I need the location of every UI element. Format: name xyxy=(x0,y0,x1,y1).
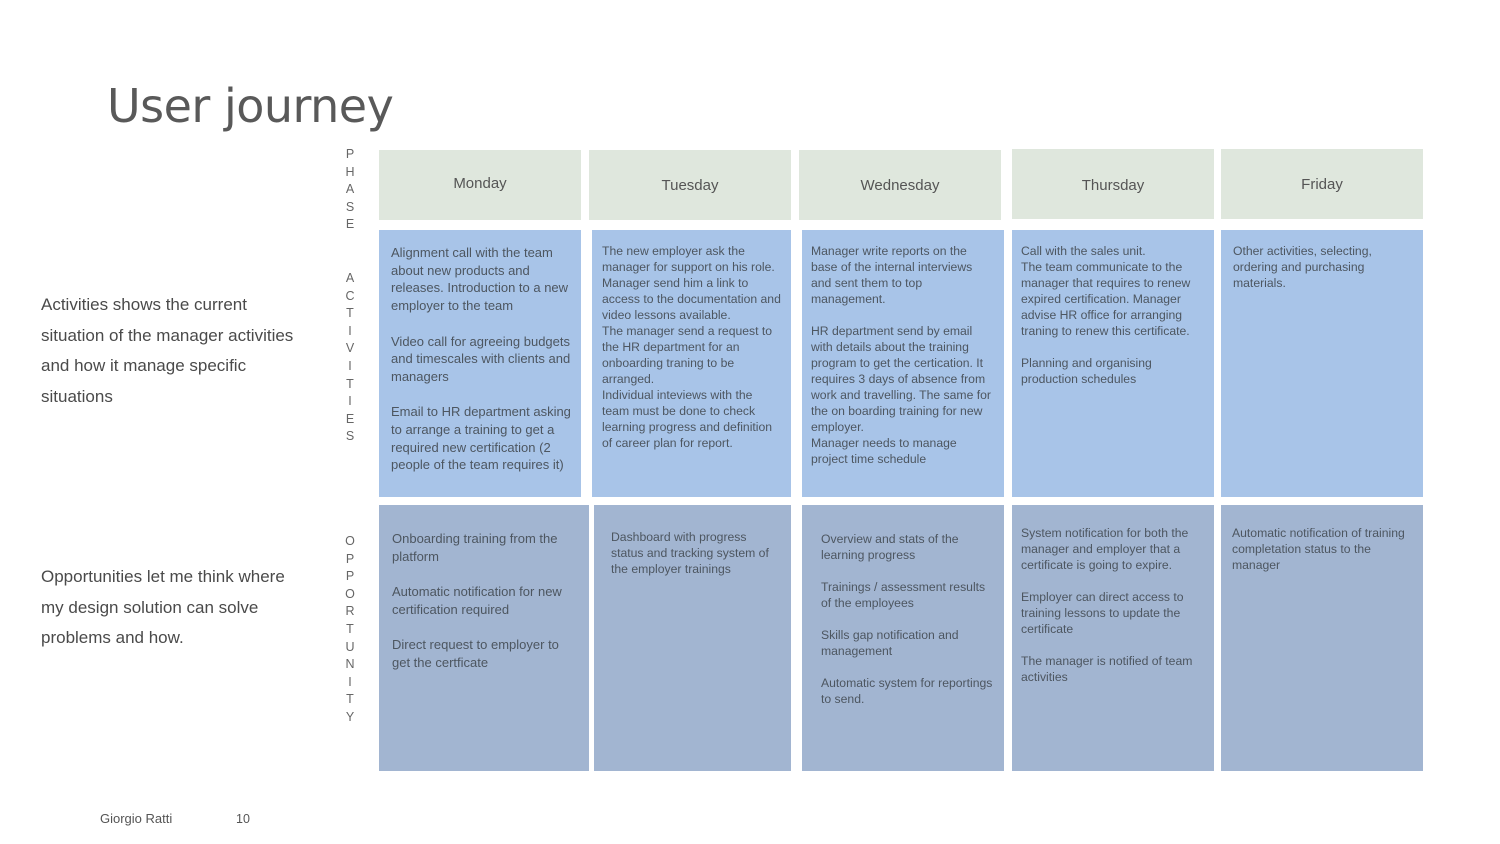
opportunity-text: Onboarding training from the platform Automatic notification for new certification required Direct request to employer to get the certficate xyxy=(392,531,562,670)
phase-friday: Friday xyxy=(1221,149,1423,219)
phase-monday: Monday xyxy=(379,150,581,220)
activities-text: Other activities, selecting, ordering and purchasing materials. xyxy=(1233,244,1372,290)
activities-cell-wednesday xyxy=(802,230,1004,497)
phase-wednesday: Wednesday xyxy=(799,150,1001,220)
activities-text: Manager write reports on the base of the internal interviews and sent them to top management. HR department send by email with details about the training program to get the certication. It requires 3 days of absence from work and travelling. The same for the on boarding training for new employer. Manager needs to manage project time schedule xyxy=(811,244,991,466)
activities-description: Activities shows the current situation of the manager activities and how it manage specific situations xyxy=(41,295,294,406)
activities-cell-thursday xyxy=(1012,230,1214,497)
phase-thursday: Thursday xyxy=(1012,149,1214,219)
activities-row-label: A C T I V I T I E S xyxy=(345,271,355,444)
page-number: 10 xyxy=(236,812,250,826)
opportunity-cell-tuesday xyxy=(594,505,791,771)
opportunity-cell-wednesday xyxy=(802,505,1004,771)
opportunity-cell-monday xyxy=(379,505,589,771)
activities-text: Alignment call with the team about new products and releases. Introduction to a new employer to the team Video call for agreeing budgets and timescales with clients and managers Email to HR department asking to arrange a training to get a required new certification (2 people of the team requires it) xyxy=(391,245,571,473)
opportunity-text: System notification for both the manager and employer that a certificate is going to expire. Employer can direct access to training lessons to update the certificate The manager is notified of team activities xyxy=(1021,526,1193,684)
opportunity-text: Overview and stats of the learning progress Trainings / assessment results of the employees Skills gap notification and management Automatic system for reportings to send. xyxy=(821,532,993,706)
phase-row-label: P H A S E xyxy=(345,147,355,232)
phase-tuesday: Tuesday xyxy=(589,150,791,220)
opportunities-description: Opportunities let me think where my design solution can solve problems and how. xyxy=(41,567,285,647)
opportunity-cell-friday xyxy=(1221,505,1423,771)
activities-text: Call with the sales unit. The team communicate to the manager that requires to renew expired certification. Manager advise HR office for arranging traning to renew this certificate. Planning and organising production schedules xyxy=(1021,244,1191,386)
page-title: User journey xyxy=(107,79,394,133)
opportunity-text: Dashboard with progress status and tracking system of the employer trainings xyxy=(611,530,769,576)
footer-author: Giorgio Ratti xyxy=(100,811,173,826)
activities-cell-tuesday xyxy=(592,230,791,497)
activities-cell-friday xyxy=(1221,230,1423,497)
opportunity-cell-thursday xyxy=(1012,505,1214,771)
opportunity-text: Automatic notification of training completation status to the manager xyxy=(1232,526,1405,572)
opportunity-row-label: O P P O R T U N I T Y xyxy=(345,534,355,724)
activities-cell-monday xyxy=(379,230,581,497)
activities-text: The new employer ask the manager for support on his role. Manager send him a link to access to the documentation and video lessons available. The manager send a request to the HR department for an onboarding traning to be arranged. Individual inteviews with the team must be done to check learning progress and definition of career plan for report. xyxy=(602,244,781,450)
